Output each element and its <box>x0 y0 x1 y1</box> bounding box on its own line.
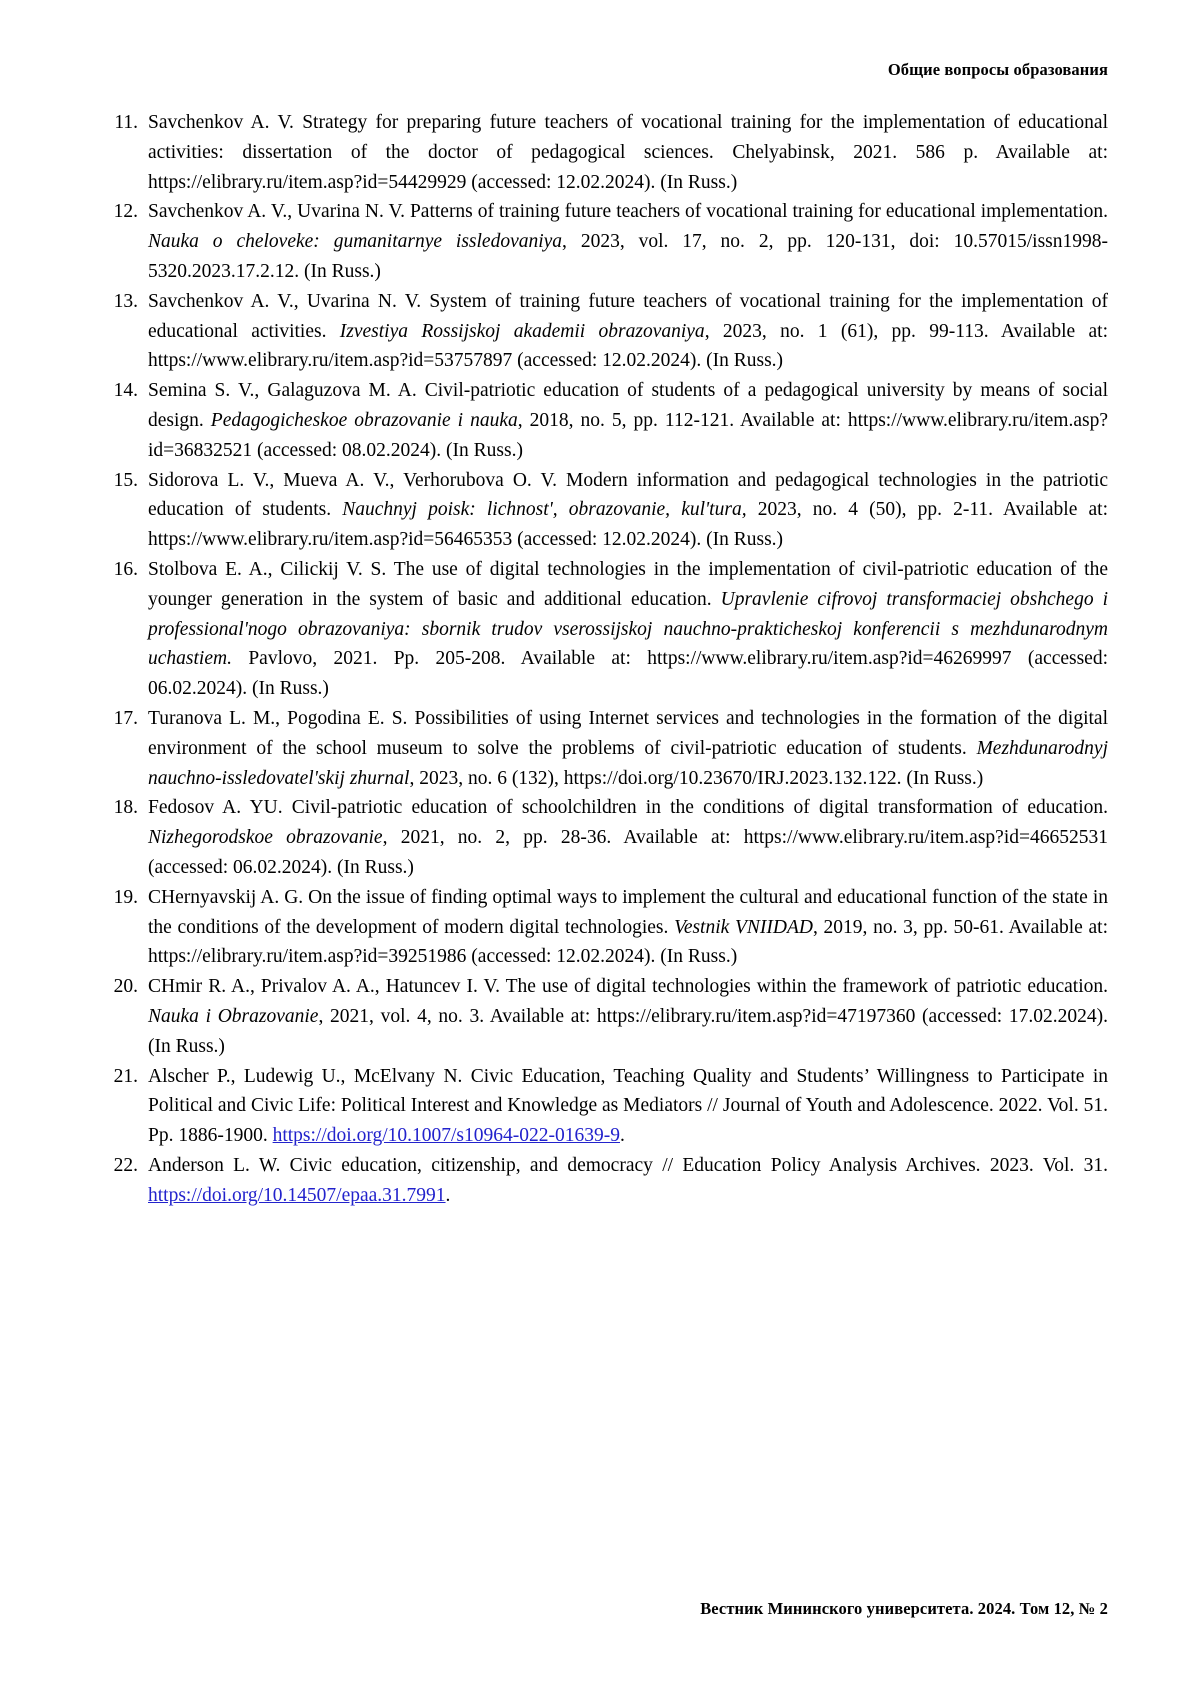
reference-number: 11. <box>114 112 138 133</box>
reference-number: 15. <box>113 469 138 491</box>
reference-text: Savchenkov A. V. Strategy for preparing future teachers of vocational training for the implementation of educational activities: dissertation of the doctor of pedagogical sciences. Chelyabinsk, 2021. 586 p. Available at: https://elibrary.ru/item.asp?id=54429929 (accessed: 12.02.2024). (In Russ.) <box>148 112 1108 193</box>
doi-link[interactable]: https://doi.org/10.14507/epaa.31.7991 <box>148 1184 446 1206</box>
reference-text: Semina S. V., Galaguzova M. A. Civil-patriotic education of students of a pedagogical university by means of social design. Pedagogicheskoe obrazovanie i nauka, 2018, no. 5, pp. 112-121. Available at: https://www.elibrary.ru/item.asp?id=36832521 (accessed: 08.02.2024). (In Russ.) <box>148 380 1108 461</box>
doi-link[interactable]: https://doi.org/10.1007/s10964-022-01639-9 <box>272 1125 620 1147</box>
reference-item <box>100 972 1108 1061</box>
reference-text: Savchenkov A. V., Uvarina N. V. Patterns of training future teachers of vocational training for educational implementation. Nauka o cheloveke: gumanitarnye issledovaniya, 2023, vol. 17, no. 2, pp. 120-131, doi: 10.57015/issn1998-5320.2023.17.2.12. (In Russ.) <box>148 201 1108 282</box>
reference-item <box>100 466 1108 555</box>
references-list <box>100 108 1108 1210</box>
reference-item <box>100 108 1108 197</box>
reference-item <box>100 704 1108 793</box>
reference-text: Fedosov A. YU. Civil-patriotic education of schoolchildren in the conditions of digital transformation of education. Nizhegorodskoe obrazovanie, 2021, no. 2, pp. 28-36. Available at: https://www.elibrary.ru/item.asp?id=46652531 (accessed: 06.02.2024). (In Russ.) <box>148 797 1108 878</box>
reference-text: CHmir R. A., Privalov A. A., Hatuncev I. V. The use of digital technologies within the framework of patriotic education. Nauka i Obrazovanie, 2021, vol. 4, no. 3. Available at: https://elibrary.ru/item.asp?id=47197360 (accessed: 17.02.2024). (In Russ.) <box>148 976 1108 1057</box>
reference-item <box>100 197 1108 286</box>
references-section <box>100 108 1108 1210</box>
reference-item <box>100 555 1108 704</box>
reference-text: Savchenkov A. V., Uvarina N. V. System of training future teachers of vocational training for the implementation of educational activities. Izvestiya Rossijskoj akademii obrazovaniya, 2023, no. 1 (61), pp. 99-113. Available at: https://www.elibrary.ru/item.asp?id=53757897 (accessed: 12.02.2024). (In Russ.) <box>148 290 1109 372</box>
page-header: Общие вопросы образования <box>887 60 1108 79</box>
reference-number: 14. <box>113 380 138 402</box>
reference-text: Alscher P., Ludewig U., McElvany N. Civic Education, Teaching Quality and Students’ Willingness to Participate in Political and Civic Life: Political Interest and Knowledge as Mediators // Journal of Youth and Adolescence. 2022. Vol. 51. Pp. 1886-1900. https://doi.org/10.1007/s10964-022-01639-9. <box>148 1065 1108 1147</box>
page-footer: Вестник Мининского университета. 2024. Том 12, № 2 <box>700 1599 1108 1618</box>
reference-number: 19. <box>113 886 138 908</box>
reference-text: Anderson L. W. Civic education, citizenship, and democracy // Education Policy Analysis Archives. 2023. Vol. 31. https://doi.org/10.14507/epaa.31.7991. <box>148 1154 1108 1206</box>
reference-item <box>100 287 1108 376</box>
reference-number: 17. <box>113 707 138 729</box>
reference-number: 12. <box>113 201 138 223</box>
reference-number: 18. <box>113 797 138 819</box>
reference-item <box>100 376 1108 465</box>
reference-number: 16. <box>113 558 138 580</box>
reference-item <box>100 793 1108 882</box>
reference-number: 22. <box>113 1154 138 1176</box>
reference-number: 20. <box>113 976 138 998</box>
reference-text: Turanova L. M., Pogodina E. S. Possibilities of using Internet services and technologies in the formation of the digital environment of the school museum to solve the problems of civil-patriotic education of students. Mezhdunarodnyj nauchno-issledovatel'skij zhurnal, 2023, no. 6 (132), https://doi.org/10.23670/IRJ.2023.132.122. (In Russ.) <box>148 707 1108 789</box>
reference-item <box>100 883 1108 972</box>
reference-number: 21. <box>113 1065 138 1087</box>
reference-text: Stolbova E. A., Cilickij V. S. The use of digital technologies in the implementation of civil-patriotic education of the younger generation in the system of basic and additional education. Upravlenie cifrovoj transformaciej obshchego i professional'nogo obrazovaniya: sbornik trudov vserossijskoj nauchno-prakticheskoj konferencii s mezhdunarodnym uchastiem. Pavlovo, 2021. Pp. 205-208. Available at: https://www.elibrary.ru/item.asp?id=46269997 (accessed: 06.02.2024). (In Russ.) <box>148 558 1108 700</box>
reference-item <box>100 1151 1108 1211</box>
reference-text: Sidorova L. V., Mueva A. V., Verhorubova O. V. Modern information and pedagogical technologies in the patriotic education of students. Nauchnyj poisk: lichnost', obrazovanie, kul'tura, 2023, no. 4 (50), pp. 2-11. Available at: https://www.elibrary.ru/item.asp?id=56465353 (accessed: 12.02.2024). (In Russ.) <box>148 469 1108 551</box>
reference-text: CHernyavskij A. G. On the issue of finding optimal ways to implement the cultural and educational function of the state in the conditions of the development of modern digital technologies. Vestnik VNIIDAD, 2019, no. 3, pp. 50-61. Available at: https://elibrary.ru/item.asp?id=39251986 (accessed: 12.02.2024). (In Russ.) <box>148 886 1108 968</box>
reference-number: 13. <box>113 290 138 312</box>
reference-item <box>100 1062 1108 1151</box>
